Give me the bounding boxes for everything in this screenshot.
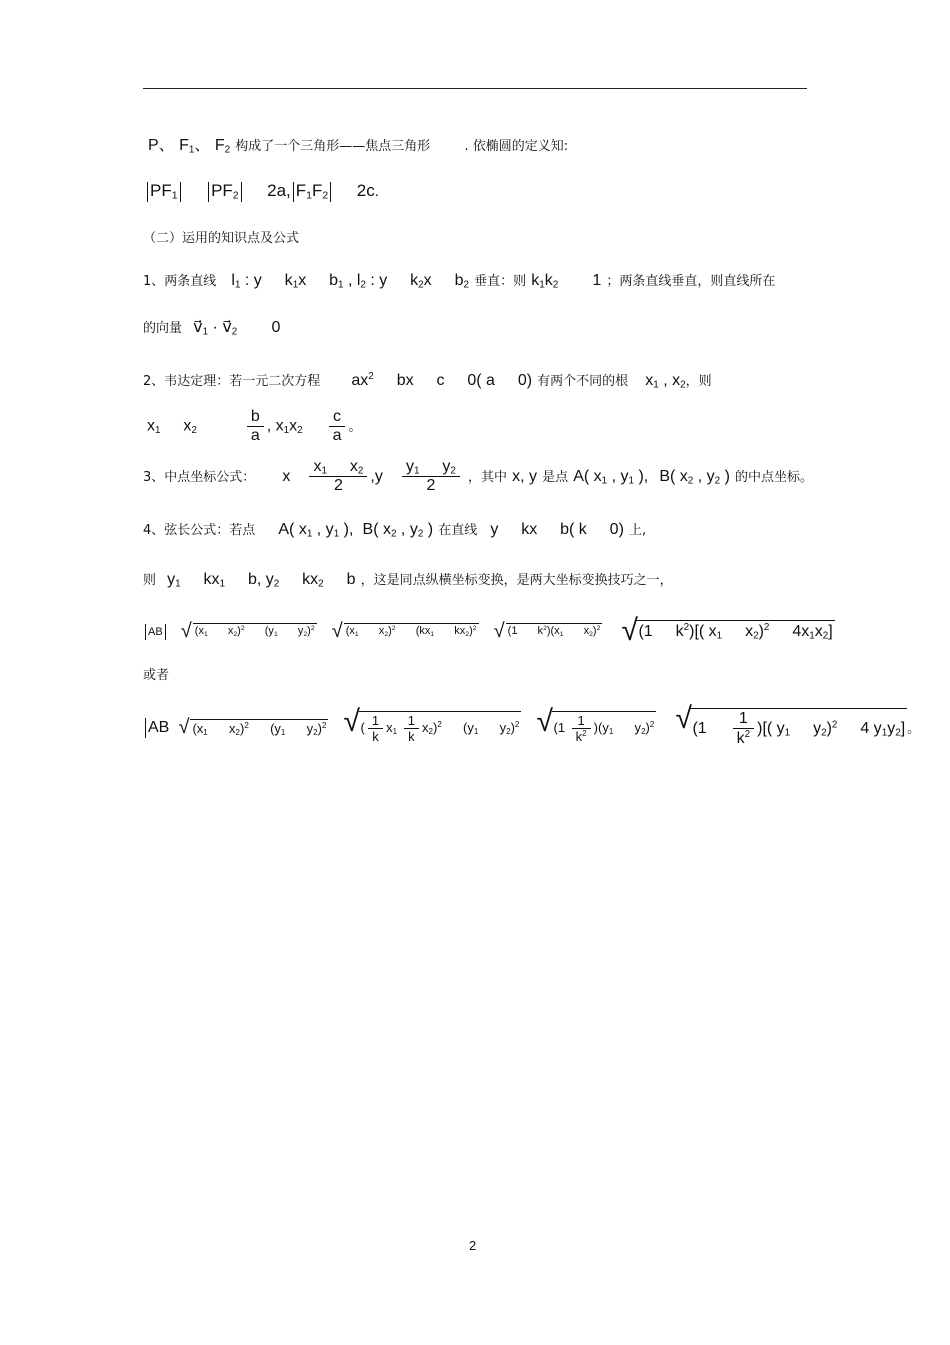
- line1-text: 构成了一个三角形——焦点三角形: [235, 139, 431, 154]
- line-focal-triangle: P、 $F_1$、 $F_2$ 构成了一个三角形——焦点三角形 . 依椭圆的定义知:: [148, 137, 569, 156]
- item-midpoint: 3、中点坐标公式： x $\frac{x_1 x_2}{2}$ ,y $\frac{y_1 y_2}{2}$ ，其中 x, y 是点 A( $x_1$ , $y_1$ ), B( $x_2$ , $y_2$ ) 的中点坐标。: [143, 458, 814, 495]
- eq-2c: 2c: [356, 181, 375, 200]
- eq-2a: 2a,: [267, 181, 291, 200]
- header-rule: [143, 88, 807, 89]
- chord-formula-y: AB √ ($x_1$ $x_2)^2$ ($y_1$ $y_2)^2$ √ ( $\frac{1}{k}$ $x_1$ $\frac{1}{k}$ $x_2)^2$ ($y_1$ $y_2)^2$ √ (1 $\frac{1}{k^2}$ )($y_1$ $y_2)^2$ √ (1 $\frac{1}{k^2}$ )[( $y_1$ $y_2)^2$ 4 $y_1y_2$] 。: [143, 708, 920, 748]
- or-text: 或者: [143, 668, 170, 683]
- chord-formula-x: AB √ ($x_1$ $x_2)^2$ ($y_1$ $y_2)^2$ √ ($x_1$ $x_2)^2$ ($kx_1$ $kx_2)^2$ √ (1 $k^2)(x_1$ $x_2)^2$ √ (1 $k^2$)[( $x_1$ $x_2)^2$ $4x_1x_2$]: [143, 620, 835, 641]
- item-chord-length: 4、弦长公式：若点 A( $x_1$ , $y_1$ ), B( $x_2$ , $y_2$ ) 在直线 y kx b( k 0) 上,: [143, 521, 647, 540]
- vieta-formula: $x_1$ $x_2$ $\frac{b}{a}$ , $x_1x_2$ $\frac{c}{a}$ 。: [147, 408, 362, 444]
- item-perpendicular-lines: 1、两条直线 $l_1$ : y $k_1x$ $b_1$ , $l_2$ : y $k_2x$ $b_2$ 垂直：则 $k_1k_2$ 1 ；两条直线垂直，则直线所在: [143, 272, 776, 291]
- page-number: 2: [469, 1238, 477, 1253]
- item-chord-substitution: 则 $y_1$ $kx_1$ b, $y_2$ $kx_2$ b ，这是同点纵横坐标变换，是两大坐标变换技巧之一，: [143, 571, 673, 590]
- line1-text2: . 依椭圆的定义知:: [464, 139, 569, 154]
- item-perpendicular-vectors: 的向量 $v⃗_1$ · $v⃗_2$ 0: [143, 319, 281, 338]
- section-title: （二）运用的知识点及公式: [143, 231, 300, 246]
- item-vieta: 2、韦达定理：若一元二次方程 $ax^2$ bx c 0( a 0) 有两个不同的根 $x_1$ , $x_2$，则: [143, 371, 712, 391]
- line-ellipse-definition: $PF_1$ $PF_2$ 2a, $F_1F_2$ 2c.: [145, 181, 379, 202]
